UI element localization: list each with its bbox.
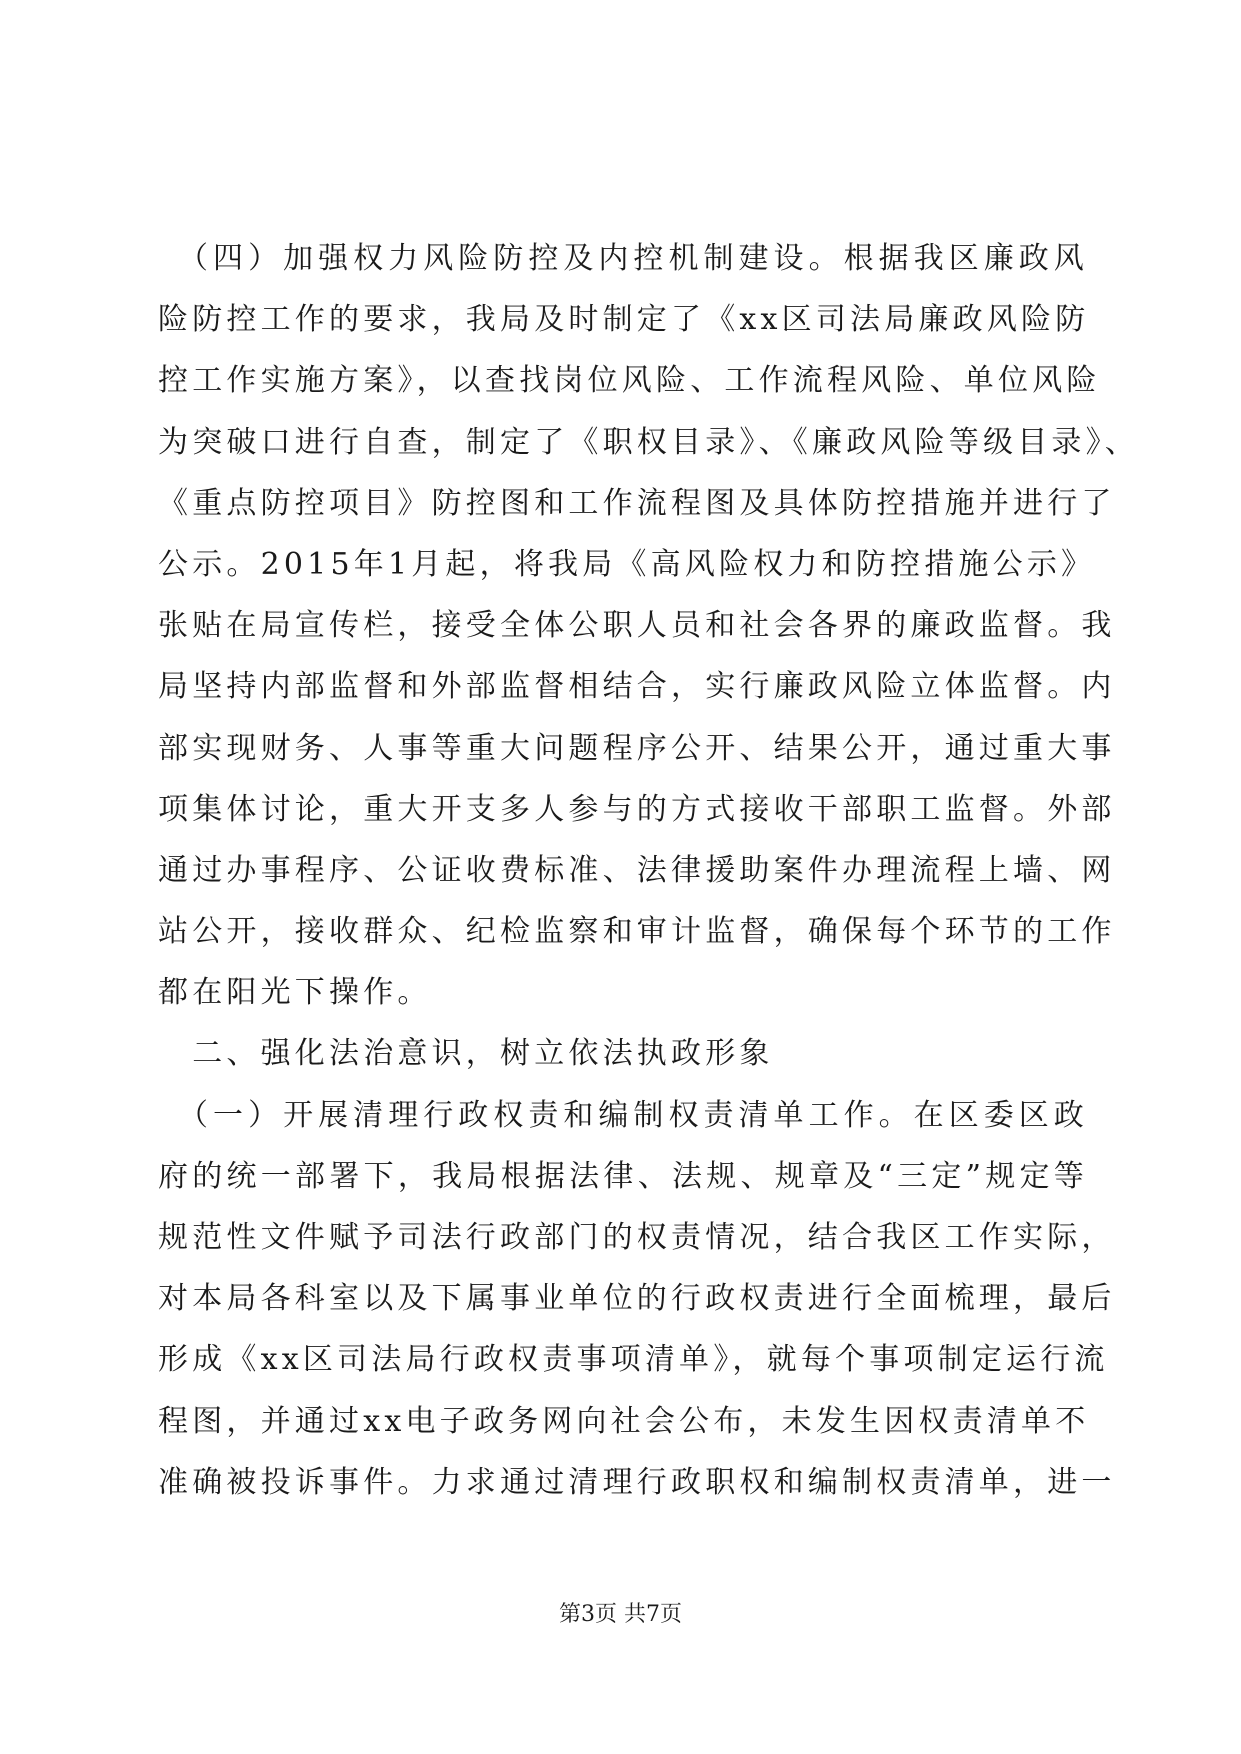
section-heading: 二、强化法治意识，树立依法执政形象 (158, 1036, 774, 1072)
body-text (158, 228, 1139, 1513)
text-line: 都在阳光下操作。 (158, 975, 432, 1011)
text-line: 形成《xx区司法局行政权责事项清单》，就每个事项制定运行流 (158, 1342, 1109, 1378)
text-line: 府的统一部署下，我局根据法律、法规、规章及“三定”规定等 (158, 1158, 1088, 1194)
text-line: 部实现财务、人事等重大问题程序公开、结果公开，通过重大事 (158, 730, 1116, 766)
text-line: 通过办事程序、公证收费标准、法律援助案件办理流程上墙、网 (158, 852, 1116, 888)
text-line: 规范性文件赋予司法行政部门的权责情况，结合我区工作实际， (158, 1220, 1116, 1255)
text-line: 项集体讨论，重大开支多人参与的方式接收干部职工监督。外部 (158, 791, 1116, 827)
text-line: 站公开，接收群众、纪检监察和审计监督，确保每个环节的工作 (158, 914, 1116, 950)
text-line: （四）加强权力风险防控及内控机制建设。根据我区廉政风 (158, 241, 1088, 276)
text-line: 对本局各科室以及下属事业单位的行政权责进行全面梳理，最后 (158, 1281, 1116, 1317)
text-line: （一）开展清理行政权责和编制权责清单工作。在区委区政 (158, 1097, 1088, 1133)
text-line: 公示。2015年1月起，将我局《高风险权力和防控措施公示》 (158, 546, 1096, 582)
text-line: 准确被投诉事件。力求通过清理行政职权和编制权责清单，进一 (158, 1464, 1116, 1500)
text-line: 为突破口进行自查，制定了《职权目录》、《廉政风险等级目录》、 (158, 424, 1139, 460)
text-line: 程图，并通过xx电子政务网向社会公布，未发生因权责清单不 (158, 1403, 1090, 1439)
page-number-footer: 第3页 共7页 (559, 1602, 682, 1627)
text-line: 险防控工作的要求，我局及时制定了《xx区司法局廉政风险防 (158, 302, 1090, 338)
text-line: 局坚持内部监督和外部监督相结合，实行廉政风险立体监督。内 (158, 669, 1116, 705)
text-line: 《重点防控项目》防控图和工作流程图及具体防控措施并进行了 (158, 485, 1116, 521)
text-line: 控工作实施方案》，以查找岗位风险、工作流程风险、单位风险 (158, 363, 1101, 399)
text-line: 张贴在局宣传栏，接受全体公职人员和社会各界的廉政监督。我 (158, 608, 1116, 644)
